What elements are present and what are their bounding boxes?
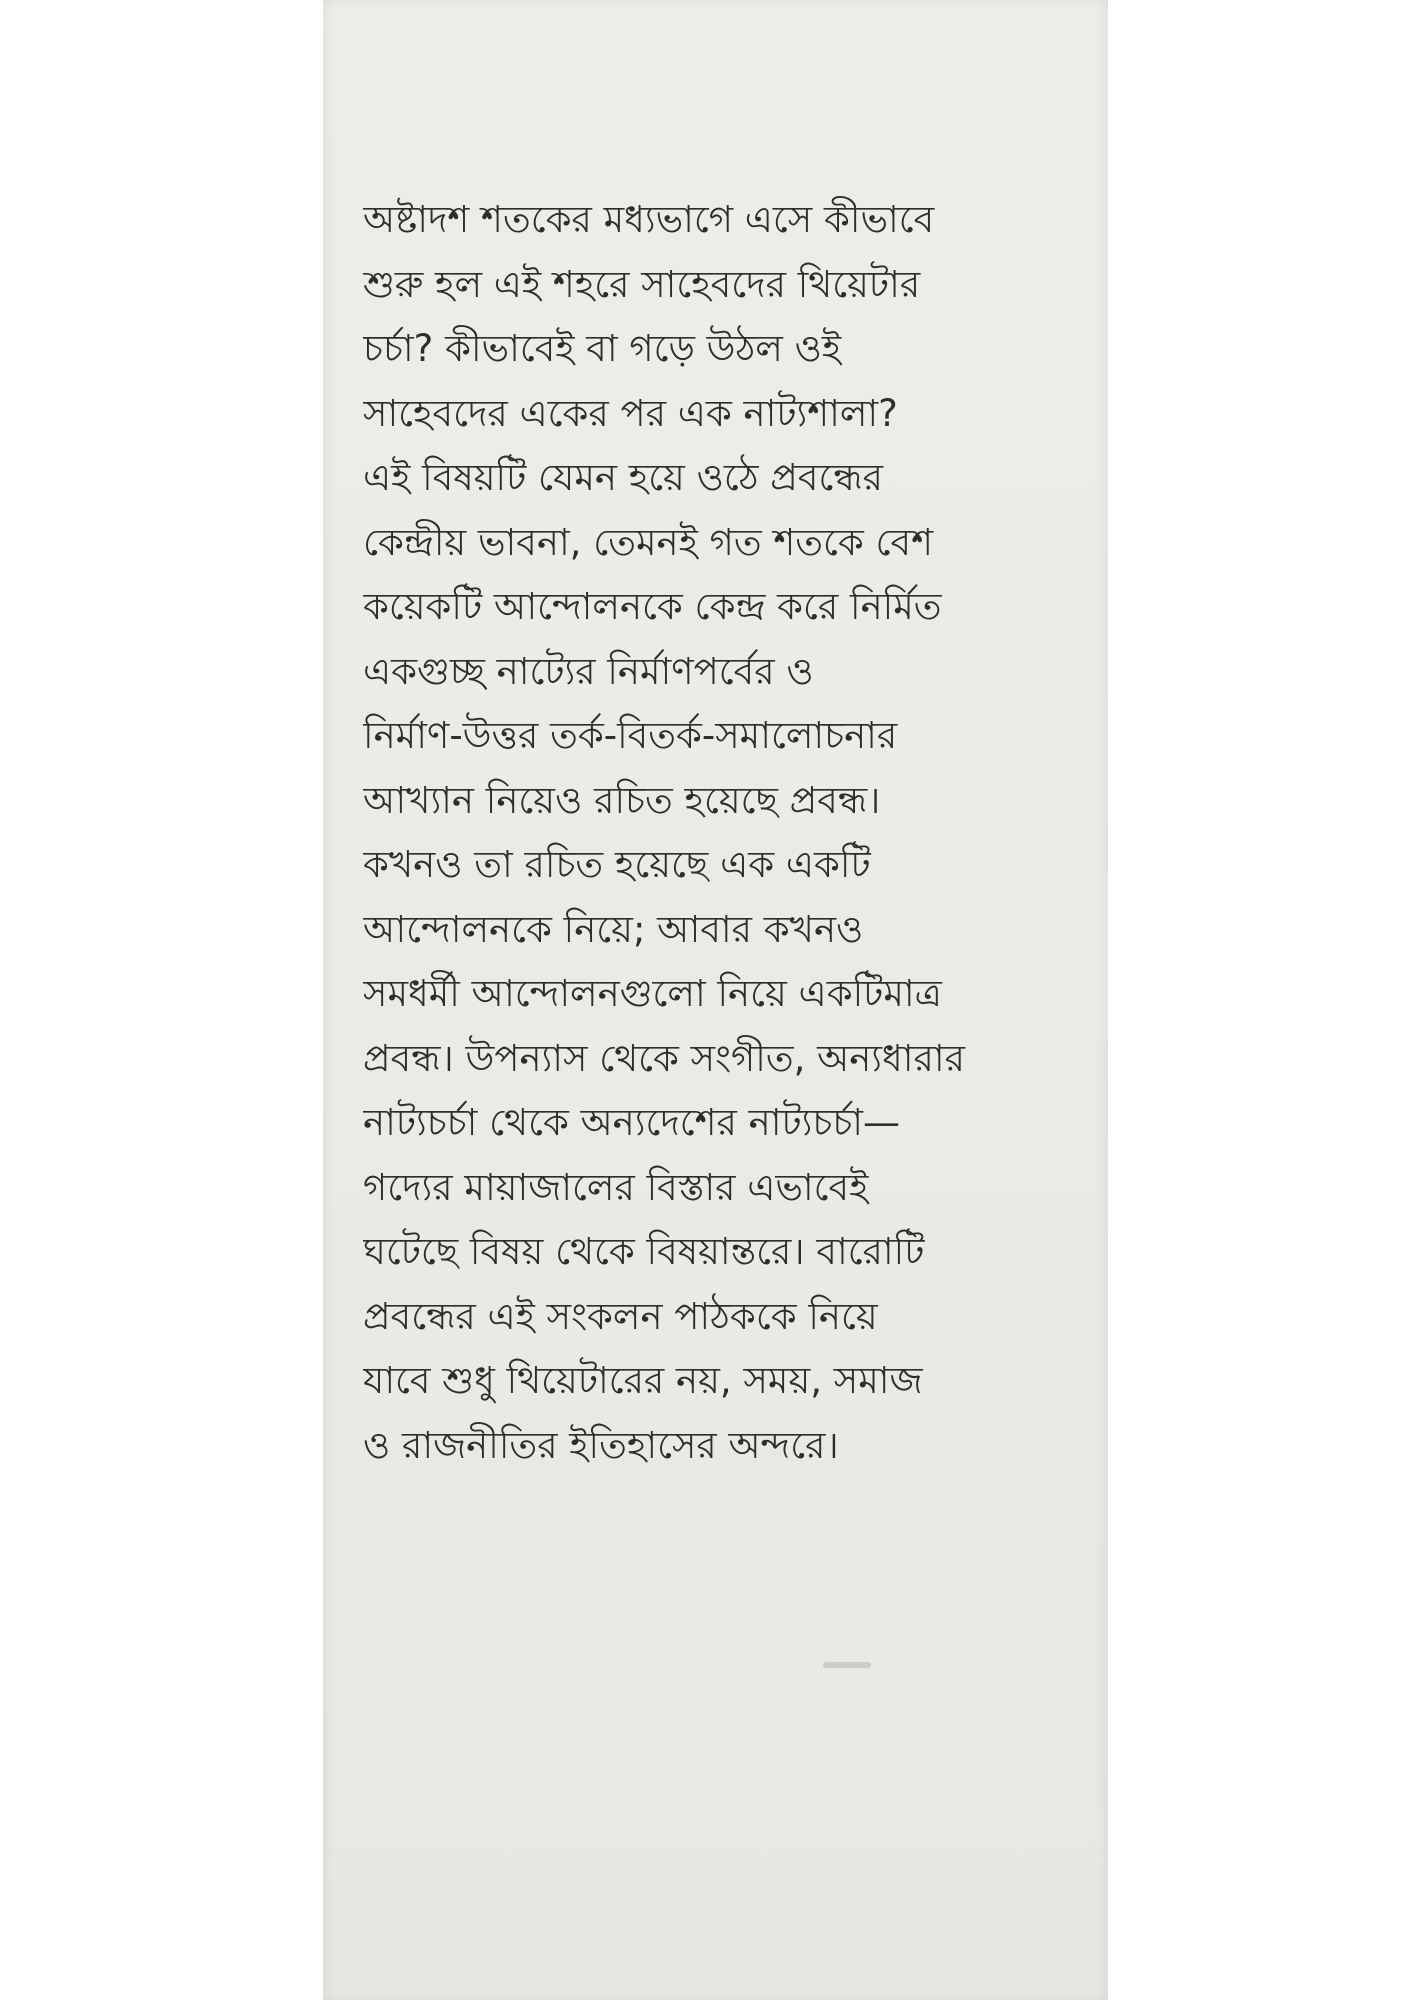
blurb-line-12: আন্দোলনকে নিয়ে; আবার কখনও — [363, 907, 864, 951]
blurb-line-20: ও রাজনীতির ইতিহাসের অন্দরে। — [363, 1423, 839, 1467]
blurb-line-10: আখ্যান নিয়েও রচিত হয়েছে প্রবন্ধ। — [363, 778, 881, 822]
blurb-line-6: কেন্দ্রীয় ভাবনা, তেমনই গত শতকে বেশ — [363, 520, 934, 564]
blurb-line-17: ঘটেছে বিষয় থেকে বিষয়ান্তরে। বারোটি — [363, 1230, 925, 1273]
blurb-line-1: অষ্টাদশ শতকের মধ্যভাগে এসে কীভাবে — [363, 198, 935, 241]
blurb-line-8: একগুচ্ছ নাট্যের নির্মাণপর্বের ও — [363, 649, 814, 693]
blurb-line-13: সমধর্মী আন্দোলনগুলো নিয়ে একটিমাত্র — [363, 972, 942, 1015]
blurb-line-2: শুরু হল এই শহরে সাহেবদের থিয়েটার — [363, 262, 921, 306]
blurb-line-16: গদ্যের মায়াজালের বিস্তার এভাবেই — [363, 1165, 869, 1209]
paper-smudge — [823, 1662, 871, 1668]
blurb-line-7: কয়েকটি আন্দোলনকে কেন্দ্র করে নির্মিত — [363, 585, 942, 628]
blurb-line-3: চর্চা? কীভাবেই বা গড়ে উঠল ওই — [363, 327, 842, 370]
blurb-line-11: কখনও তা রচিত হয়েছে এক একটি — [363, 843, 871, 886]
book-flap-page — [323, 0, 1108, 2000]
blurb-line-4: সাহেবদের একের পর এক নাট্যশালা? — [363, 391, 898, 435]
blurb-line-19: যাবে শুধু থিয়েটারের নয়, সময়, সমাজ — [363, 1359, 923, 1402]
blurb-line-5: এই বিষয়টি যেমন হয়ে ওঠে প্রবন্ধের — [363, 456, 883, 499]
blurb-line-18: প্রবন্ধের এই সংকলন পাঠককে নিয়ে — [363, 1294, 878, 1338]
blurb-line-15: নাট্যচর্চা থেকে অন্যদেশের নাট্যচর্চা— — [363, 1101, 901, 1144]
blurb-line-14: প্রবন্ধ। উপন্যাস থেকে সংগীত, অন্যধারার — [363, 1036, 965, 1080]
blurb-paragraph — [363, 188, 1083, 1478]
blurb-line-9: নির্মাণ-উত্তর তর্ক-বিতর্ক-সমালোচনার — [363, 714, 898, 757]
